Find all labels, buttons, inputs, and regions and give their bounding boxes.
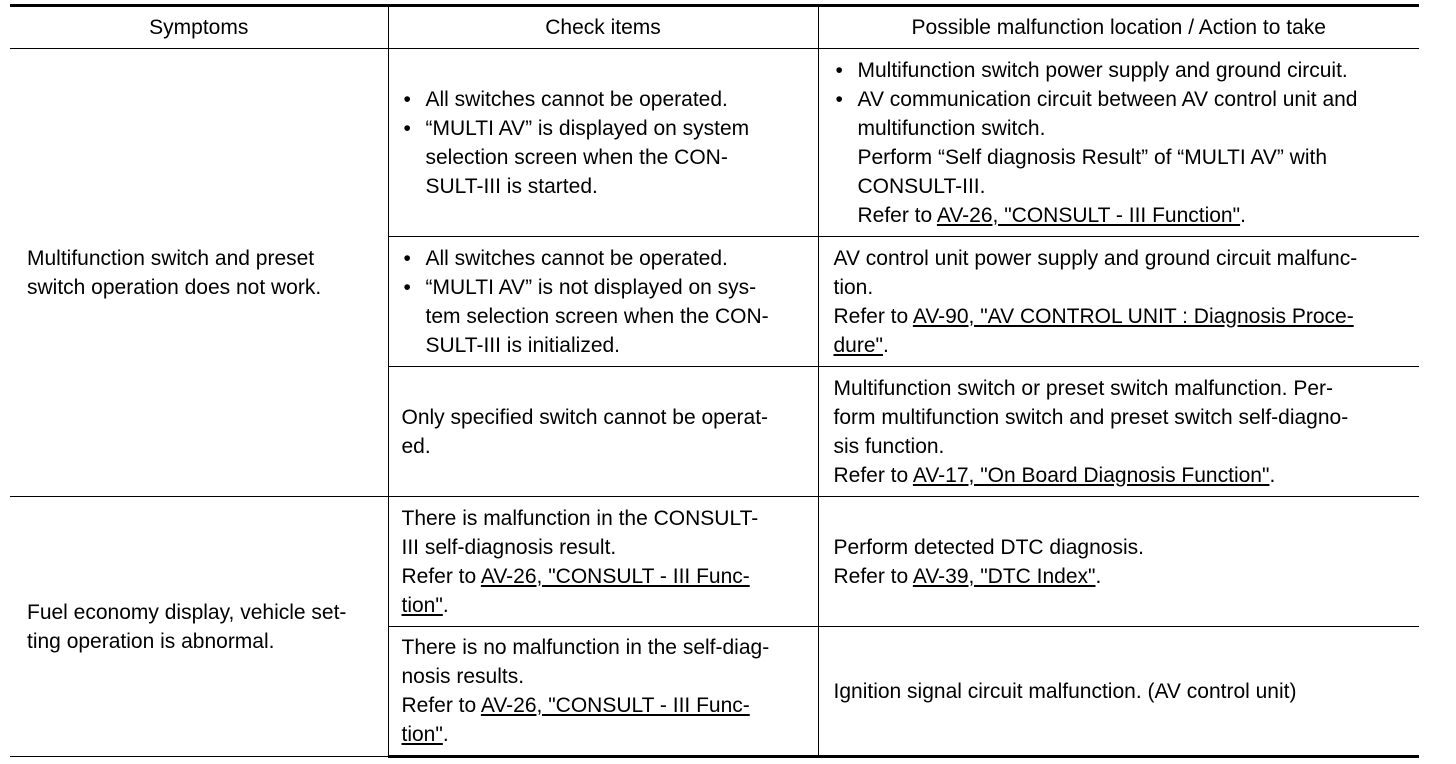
list-item [834,56,1412,85]
action-cell [818,367,1419,497]
table-row [10,49,1419,237]
action-text: AV control unit power supply and ground circuit malfunc- [833,246,1358,270]
symptom-text: switch operation does not work. [27,275,322,299]
header-symptoms: Symptoms [10,6,388,49]
reference-link[interactable]: AV-26, "CONSULT - III Func- [480,694,750,717]
refer-line [402,562,806,591]
check-text: • “MULTI AV” is not displayed on sys- [425,275,757,299]
check-cell [388,497,818,627]
action-text: • AV communication circuit between AV control unit and [857,87,1358,111]
action-cell [818,49,1419,237]
refer-line [402,720,806,749]
refer-suffix: . [442,593,449,617]
action-text: sis function. [833,434,945,458]
check-text: nosis results. [401,665,525,688]
action-cell [818,497,1419,627]
action-text: Multifunction switch or preset switch malfunction. Per- [833,376,1334,400]
symptom-cell [10,49,388,497]
refer-line [834,461,1412,490]
list-item [402,85,806,114]
action-text: tion. [833,275,874,299]
refer-suffix: . [1269,463,1276,487]
reference-link[interactable]: AV-26, "CONSULT - III Function" [936,203,1241,227]
list-item [834,85,1412,230]
check-text: selection screen when the CON- [425,145,728,169]
refer-prefix: Refer to [833,463,913,487]
reference-link[interactable]: AV-17, "On Board Diagnosis Function" [912,463,1270,487]
symptom-text: Multifunction switch and preset [27,246,315,270]
check-text: • All switches cannot be operated. [425,246,728,270]
action-text: CONSULT-III. [857,174,986,198]
refer-prefix: Refer to [401,694,481,717]
list-item [402,244,806,273]
reference-link[interactable]: AV-90, "AV CONTROL UNIT : Diagnosis Proce- [912,304,1354,328]
symptom-table [10,4,1419,758]
check-cell [388,49,818,237]
check-text: III self-diagnosis result. [401,535,617,559]
reference-link[interactable]: tion" [401,723,443,746]
refer-suffix: . [1095,564,1102,588]
action-text: • Multifunction switch power supply and ground circuit. [857,58,1348,82]
reference-link[interactable]: AV-26, "CONSULT - III Func- [480,564,750,588]
refer-prefix: Refer to [857,203,937,227]
refer-line [834,562,1412,591]
check-list [402,85,806,201]
list-item [402,273,806,360]
check-text: Only specified switch cannot be operat- [401,405,769,429]
refer-line [834,331,1412,360]
header-action: Possible malfunction location / Action to take [818,6,1419,49]
reference-link[interactable]: AV-39, "DTC Index" [912,564,1096,588]
symptom-text: ting operation is abnormal. [27,629,275,653]
action-cell [818,237,1419,367]
check-list [402,244,806,360]
check-cell [388,627,818,757]
table-row [10,497,1419,627]
header-check-items: Check items [388,6,818,49]
refer-prefix: Refer to [833,304,913,328]
refer-suffix: . [442,723,449,746]
check-text: • “MULTI AV” is displayed on system [425,116,750,140]
check-text: There is malfunction in the CONSULT- [401,506,759,530]
check-cell [388,367,818,497]
check-text: tem selection screen when the CON- [425,304,769,328]
action-cell [818,627,1419,757]
check-cell [388,237,818,367]
check-text: • All switches cannot be operated. [425,87,728,111]
action-text: Perform detected DTC diagnosis. [833,535,1144,559]
symptom-cell [10,497,388,757]
symptom-text: Fuel economy display, vehicle set- [27,600,347,624]
list-item [402,114,806,201]
refer-prefix: Refer to [833,564,913,588]
refer-line [834,302,1412,331]
header-row [10,6,1419,49]
action-text: Perform “Self diagnosis Result” of “MULTI AV” with [857,145,1328,169]
check-text: ed. [401,434,431,458]
action-text: multifunction switch. [857,116,1046,140]
refer-line [858,201,1412,230]
action-text: Ignition signal circuit malfunction. (AV control unit) [833,679,1297,703]
refer-prefix: Refer to [401,564,481,588]
refer-suffix: . [883,333,889,357]
refer-line [402,591,806,620]
check-text: SULT-III is initialized. [425,333,621,357]
action-list [834,56,1412,230]
refer-line [402,691,806,720]
troubleshooting-document [10,4,1419,758]
refer-suffix: . [1240,203,1246,227]
check-text: SULT-III is started. [425,174,598,198]
action-text: form multifunction switch and preset switch self-diagno- [833,405,1349,429]
reference-link[interactable]: tion" [401,593,443,617]
reference-link[interactable]: dure" [833,333,883,357]
check-text: There is no malfunction in the self-diag- [401,636,770,659]
